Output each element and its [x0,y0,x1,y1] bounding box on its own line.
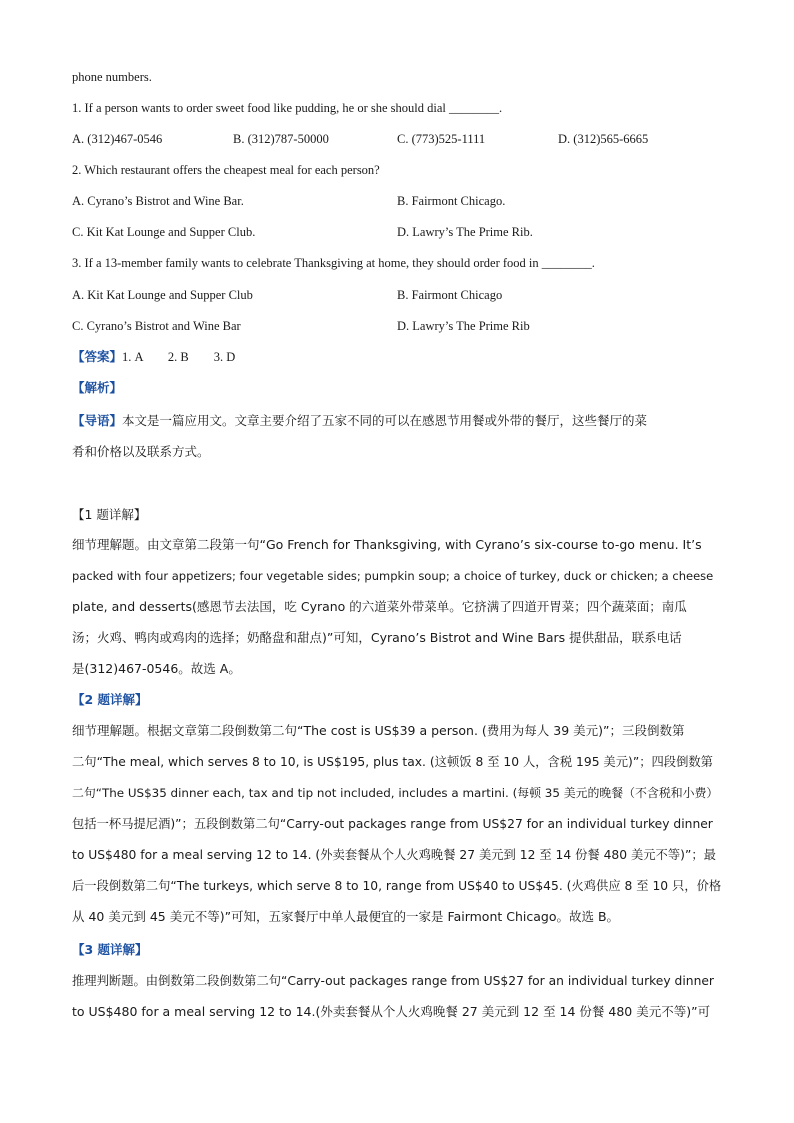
intro-text-1: 本文是一篇应用文。文章主要介绍了五家不同的可以在感恩节用餐或外带的餐厅，这些餐厅的菜 [122,413,648,428]
detail-3-line-2: to US$480 for a meal serving 12 to 14.(外卖套餐从个人火鸡晚餐 27 美元到 12 至 14 份餐 480 美元不等)”可 [72,1004,711,1019]
intro-line-1 [72,413,722,429]
detail-1-line-5: 是(312)467-0546。故选 A。 [72,661,241,676]
q1-option-a: A. (312)467-0546 [72,132,163,146]
detail-2-label: 【2 题详解】 [72,692,148,707]
detail-1-line-1: 细节理解题。由文章第二段第一句“Go French for Thanksgiving, with Cyrano’s six-course to-go menu. It’s [72,537,702,552]
intro-tag: 【导语】 [72,413,123,428]
q3-option-b: B. Fairmont Chicago [397,288,503,302]
analysis-label: 【解析】 [72,380,123,395]
detail-2-heading [72,692,148,708]
detail-1-label: 【1 题详解】 [72,507,147,522]
detail-1-line-3: plate, and desserts(感恩节去法国，吃 Cyrano 的六道菜外带菜单。它挤满了四道开胃菜；四个蔬菜面；南瓜 [72,599,687,614]
detail-2-line-5: to US$480 for a meal serving 12 to 14. (外卖套餐从个人火鸡晚餐 27 美元到 12 至 14 份餐 480 美元不等)”；最 [72,848,716,862]
question-3-stem: 3. If a 13-member family wants to celebrate Thanksgiving at home, they should order food in ________. [72,256,595,270]
question-1-stem: 1. If a person wants to order sweet food like pudding, he or she should dial ________. [72,101,503,115]
detail-2-line-4: 包括一杯马提尼酒)”；五段倒数第二句“Carry-out packages range from US$27 for an individual turkey dinner [72,817,713,831]
detail-3-heading [72,942,148,958]
detail-1-line-2: packed with four appetizers; four vegetable sides; pumpkin soup; a choice of turkey, duck or chicken; a cheese [72,569,714,583]
q3-option-a: A. Kit Kat Lounge and Supper Club [72,288,253,302]
detail-3-label: 【3 题详解】 [72,942,148,957]
question-2-stem: 2. Which restaurant offers the cheapest meal for each person? [72,163,380,177]
detail-2-line-7: 从 40 美元到 45 美元不等)”可知，五家餐厅中单人最便宜的一家是 Fairmont Chicago。故选 B。 [72,909,620,924]
q2-option-d: D. Lawry’s The Prime Rib. [397,225,533,239]
answer-line [72,349,235,365]
detail-2-line-6: 后一段倒数第二句“The turkeys, which serve 8 to 10, range from US$40 to US$45. (火鸡供应 8 至 10 只，价格 [72,879,722,893]
lead-text: phone numbers. [72,70,152,84]
q1-option-d: D. (312)565-6665 [558,132,649,146]
answer-values: 1. A 2. B 3. D [122,350,236,364]
q3-option-c: C. Cyrano’s Bistrot and Wine Bar [72,319,241,333]
answer-label: 【答案】 [72,349,123,364]
q2-option-c: C. Kit Kat Lounge and Supper Club. [72,225,256,239]
q1-option-c: C. (773)525-1111 [397,132,486,146]
q3-option-d: D. Lawry’s The Prime Rib [397,319,530,333]
detail-2-line-2: 二句“The meal, which serves 8 to 10, is US$195, plus tax. (这顿饭 8 至 10 人，含税 195 美元)”；四段倒数第 [72,755,713,769]
q2-option-a: A. Cyrano’s Bistrot and Wine Bar. [72,194,244,208]
detail-2-line-3: 二句“The US$35 dinner each, tax and tip not included, includes a martini. (每顿 35 美元的晚餐（不含税和小费） [72,786,719,800]
q1-option-b: B. (312)787-50000 [233,132,329,146]
intro-line-2: 肴和价格以及联系方式。 [72,444,210,459]
detail-2-line-1: 细节理解题。根据文章第二段倒数第二句“The cost is US$39 a person. (费用为每人 39 美元)”；三段倒数第 [72,723,685,738]
detail-1-line-4: 汤；火鸡、鸭肉或鸡肉的选择；奶酪盘和甜点)”可知，Cyrano’s Bistrot and Wine Bars 提供甜品，联系电话 [72,630,682,645]
q2-option-b: B. Fairmont Chicago. [397,194,506,208]
detail-3-line-1: 推理判断题。由倒数第二段倒数第二句“Carry-out packages range from US$27 for an individual turkey dinner [72,974,714,988]
analysis-heading [72,380,122,396]
